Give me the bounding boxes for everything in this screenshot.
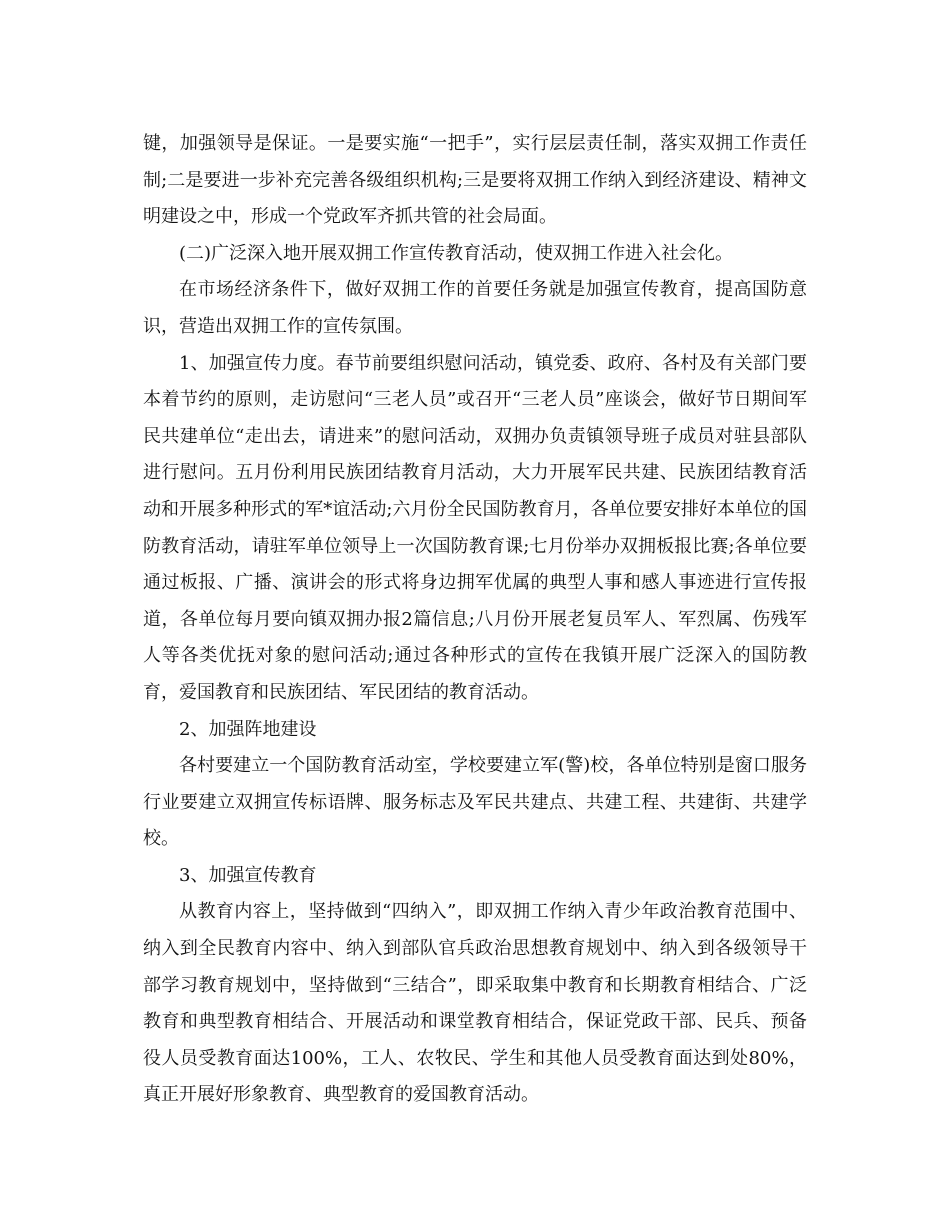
subsection-heading: 2、加强阵地建设	[179, 718, 317, 740]
paragraph: 1、加强宣传力度。春节前要组织慰问活动，镇党委、政府、各村及有关部门要本着节约的原则，走访慰问“三老人员”或召开“三老人员”座谈会，做好节日期间军民共建单位“走出去，请进来”的慰问活动，双拥办负责镇领导班子成员对驻县部队进行慰问。五月份利用民族团结教育月活动，大力开展军民共建、民族团结教育活动和开展多种形式的军*谊活动;六月份全民国防教育月，各单位要安排好本单位的国防教育活动，请驻军单位领导上一次国防教育课;七月份举办双拥板报比赛;各单位要通过板报、广播、演讲会的形式将身边拥军优属的典型人事和感人事迹进行宣传报道，各单位每月要向镇双拥办报2篇信息;八月份开展老复员军人、军烈属、伤残军人等各类优抚对象的慰问活动;通过各种形式的宣传在我镇开展广泛深入的国防教育，爱国教育和民族团结、军民团结的教育活动。	[143, 352, 807, 703]
document-body	[143, 126, 807, 1114]
paragraph: 从教育内容上，坚持做到“四纳入”，即双拥工作纳入青少年政治教育范围中、纳入到全民教育内容中、纳入到部队官兵政治思想教育规划中、纳入到各级领导干部学习教育规划中，坚持做到“三结合”，即采取集中教育和长期教育相结合、广泛教育和典型教育相结合、开展活动和课堂教育相结合，保证党政干部、民兵、预备役人员受教育面达100%，工人、农牧民、学生和其他人员受教育面达到处80%，真正开展好形象教育、典型教育的爱国教育活动。	[143, 901, 807, 1106]
paragraph: 各村要建立一个国防教育活动室，学校要建立军(警)校，各单位特别是窗口服务行业要建立双拥宣传标语牌、服务标志及军民共建点、共建工程、共建街、共建学校。	[143, 755, 807, 850]
paragraph: 在市场经济条件下，做好双拥工作的首要任务就是加强宣传教育，提高国防意识，营造出双拥工作的宣传氛围。	[143, 279, 807, 337]
subsection-heading: 3、加强宣传教育	[179, 864, 317, 886]
paragraph: 键，加强领导是保证。一是要实施“一把手”，实行层层责任制，落实双拥工作责任制;二是要进一步补充完善各级组织机构;三是要将双拥工作纳入到经济建设、精神文明建设之中，形成一个党政军齐抓共管的社会局面。	[143, 133, 807, 228]
section-heading: (二)广泛深入地开展双拥工作宣传教育活动，使双拥工作进入社会化。	[179, 242, 734, 264]
